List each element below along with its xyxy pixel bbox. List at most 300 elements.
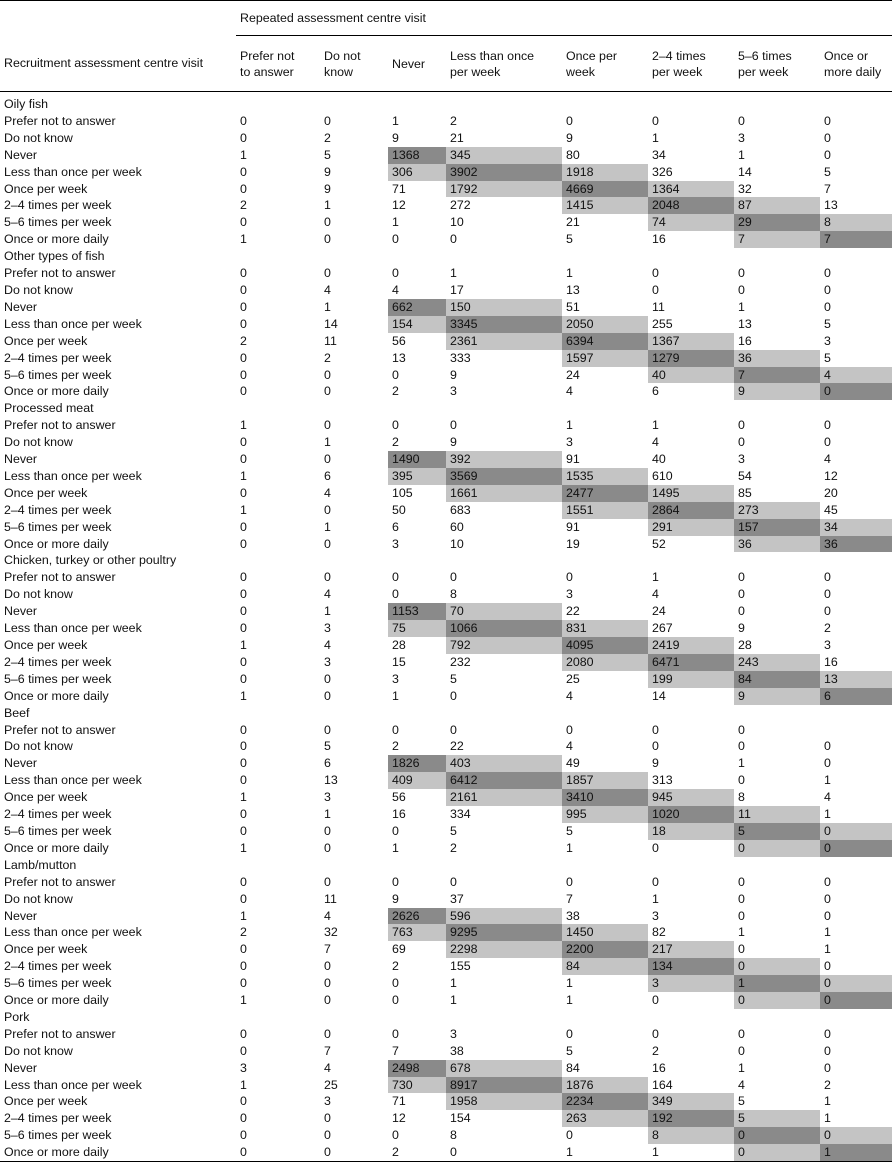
table-cell: 0 [734, 891, 820, 908]
table-cell: 0 [236, 485, 320, 502]
row-label: Less than once per week [0, 316, 236, 333]
table-cell: 84 [562, 1060, 648, 1077]
table-cell: 0 [388, 992, 446, 1009]
table-cell: 1876 [562, 1077, 648, 1094]
table-cell: 1279 [648, 350, 734, 367]
table-row [0, 688, 892, 705]
table-cell: 0 [734, 1144, 820, 1161]
table-cell: 87 [734, 197, 820, 214]
table-cell: 1 [734, 755, 820, 772]
table-cell: 13 [820, 197, 892, 214]
column-header [734, 36, 820, 92]
table-cell: 40 [648, 451, 734, 468]
row-label: 2–4 times per week [0, 350, 236, 367]
table-cell: 5 [820, 164, 892, 181]
table-cell: 91 [562, 451, 648, 468]
table-cell: 12 [388, 197, 446, 214]
table-cell: 267 [648, 620, 734, 637]
table-cell: 4 [320, 637, 388, 654]
table-cell: 6394 [562, 333, 648, 350]
repeated-visit-header: Repeated assessment centre visit [236, 1, 892, 36]
table-cell: 4095 [562, 637, 648, 654]
table-cell: 0 [648, 992, 734, 1009]
table-cell: 37 [446, 891, 562, 908]
group-title: Chicken, turkey or other poultry [0, 552, 892, 569]
table-row [0, 975, 892, 992]
table-row [0, 451, 892, 468]
table-cell: 995 [562, 806, 648, 823]
column-header-line: 5–6 times [738, 49, 792, 63]
table-cell: 0 [820, 975, 892, 992]
table-cell: 0 [388, 874, 446, 891]
table-cell: 0 [236, 738, 320, 755]
recruitment-visit-header: Recruitment assessment centre visit [0, 36, 236, 92]
table-row [0, 1144, 892, 1161]
table-cell: 85 [734, 485, 820, 502]
table-cell: 7 [820, 231, 892, 248]
table-cell: 1 [446, 975, 562, 992]
table-cell: 1 [320, 806, 388, 823]
table-cell: 0 [820, 113, 892, 130]
table-cell: 1 [562, 992, 648, 1009]
table-cell: 0 [734, 1127, 820, 1144]
table-row [0, 840, 892, 857]
row-label: Do not know [0, 586, 236, 603]
table-cell: 71 [388, 181, 446, 198]
table-cell: 0 [648, 1026, 734, 1043]
table-cell: 0 [734, 992, 820, 1009]
table-cell: 1 [734, 924, 820, 941]
table-row [0, 214, 892, 231]
row-label: Less than once per week [0, 468, 236, 485]
table-cell: 1450 [562, 924, 648, 941]
column-header-line: more daily [824, 65, 881, 79]
table-cell: 0 [236, 164, 320, 181]
table-cell: 3 [236, 1060, 320, 1077]
table-cell: 1490 [388, 451, 446, 468]
table-cell: 232 [446, 654, 562, 671]
table-cell: 2080 [562, 654, 648, 671]
table-row [0, 1060, 892, 1077]
group-header-row [0, 96, 892, 113]
table-cell: 0 [236, 941, 320, 958]
table-cell: 0 [562, 1026, 648, 1043]
table-cell: 0 [320, 840, 388, 857]
table-cell: 306 [388, 164, 446, 181]
table-cell: 1 [820, 806, 892, 823]
table-cell: 1367 [648, 333, 734, 350]
table-cell: 0 [388, 586, 446, 603]
table-cell: 21 [562, 214, 648, 231]
table-cell: 345 [446, 147, 562, 164]
table-cell: 8 [734, 789, 820, 806]
table-cell: 0 [734, 1043, 820, 1060]
row-label: 2–4 times per week [0, 654, 236, 671]
table-row [0, 1043, 892, 1060]
table-cell: 1792 [446, 181, 562, 198]
table-cell: 0 [236, 434, 320, 451]
table-cell: 6 [320, 468, 388, 485]
table-cell: 1 [820, 924, 892, 941]
table-row [0, 1110, 892, 1127]
table-cell: 0 [648, 722, 734, 739]
table-cell: 75 [388, 620, 446, 637]
table-cell: 2 [388, 738, 446, 755]
table-cell: 3 [320, 620, 388, 637]
table-cell: 4 [320, 586, 388, 603]
table-cell: 24 [562, 367, 648, 384]
table-cell: 2 [388, 1144, 446, 1161]
table-cell: 1 [734, 299, 820, 316]
table-cell: 0 [820, 147, 892, 164]
table-cell: 0 [236, 519, 320, 536]
table-cell: 0 [734, 569, 820, 586]
row-label: Never [0, 1060, 236, 1077]
table-cell: 7 [562, 891, 648, 908]
table-cell: 0 [820, 1127, 892, 1144]
column-header-line: Never [392, 57, 425, 71]
table-cell: 1 [820, 1093, 892, 1110]
row-label: Once or more daily [0, 536, 236, 553]
table-cell: 0 [562, 113, 648, 130]
table-cell: 10 [446, 214, 562, 231]
table-cell: 157 [734, 519, 820, 536]
table-cell: 0 [562, 1127, 648, 1144]
table-cell: 28 [388, 637, 446, 654]
table-cell: 0 [320, 1144, 388, 1161]
column-header-line: Less than once [450, 49, 534, 63]
table-cell [820, 722, 892, 739]
table-cell: 0 [388, 367, 446, 384]
column-header [446, 36, 562, 92]
table-cell: 70 [446, 603, 562, 620]
table-cell: 0 [320, 265, 388, 282]
table-row [0, 586, 892, 603]
table-cell: 3569 [446, 468, 562, 485]
row-label: Do not know [0, 738, 236, 755]
row-label: 2–4 times per week [0, 958, 236, 975]
table-cell: 9 [648, 755, 734, 772]
column-header [320, 36, 388, 92]
row-label: Never [0, 755, 236, 772]
table-row [0, 874, 892, 891]
table-row [0, 350, 892, 367]
table-cell: 0 [236, 569, 320, 586]
table-cell: 2498 [388, 1060, 446, 1077]
table-cell: 5 [734, 1093, 820, 1110]
table-cell: 291 [648, 519, 734, 536]
row-label: Prefer not to answer [0, 874, 236, 891]
table-cell: 0 [236, 536, 320, 553]
table-cell: 1 [236, 502, 320, 519]
table-cell: 56 [388, 789, 446, 806]
table-cell: 2048 [648, 197, 734, 214]
table-cell: 4 [388, 282, 446, 299]
row-label: Prefer not to answer [0, 113, 236, 130]
table-cell: 1495 [648, 485, 734, 502]
table-cell: 1 [648, 891, 734, 908]
table-cell: 0 [320, 383, 388, 400]
table-cell: 2 [236, 924, 320, 941]
column-header-line: to answer [240, 65, 294, 79]
table-row [0, 908, 892, 925]
table-cell: 1 [820, 772, 892, 789]
table-row [0, 958, 892, 975]
table-cell: 9 [388, 891, 446, 908]
table-row [0, 181, 892, 198]
table-cell: 0 [320, 975, 388, 992]
table-row [0, 299, 892, 316]
table-cell: 0 [388, 231, 446, 248]
table-row [0, 434, 892, 451]
table-cell: 0 [388, 417, 446, 434]
table-cell: 4 [648, 586, 734, 603]
table-cell: 1 [388, 214, 446, 231]
table-cell: 5 [562, 823, 648, 840]
table-cell: 0 [388, 1127, 446, 1144]
table-cell: 1 [236, 417, 320, 434]
table-cell: 12 [388, 1110, 446, 1127]
table-cell: 0 [734, 874, 820, 891]
table-row [0, 164, 892, 181]
table-cell: 0 [236, 975, 320, 992]
table-cell: 2 [388, 434, 446, 451]
table-cell: 60 [446, 519, 562, 536]
table-cell: 1 [648, 130, 734, 147]
table-row [0, 265, 892, 282]
table-cell: 0 [236, 671, 320, 688]
table-cell: 32 [734, 181, 820, 198]
table-cell: 6412 [446, 772, 562, 789]
table-cell: 82 [648, 924, 734, 941]
table-cell: 9 [446, 367, 562, 384]
table-cell: 0 [320, 874, 388, 891]
table-cell: 1 [820, 941, 892, 958]
row-label: 5–6 times per week [0, 975, 236, 992]
table-cell: 5 [562, 231, 648, 248]
table-cell: 52 [648, 536, 734, 553]
table-cell: 9 [320, 164, 388, 181]
table-cell: 0 [820, 586, 892, 603]
table-cell: 0 [446, 688, 562, 705]
table-cell: 0 [388, 823, 446, 840]
table-row [0, 671, 892, 688]
table-cell: 16 [648, 1060, 734, 1077]
table-cell: 13 [320, 772, 388, 789]
table-cell: 0 [320, 1110, 388, 1127]
table-cell: 273 [734, 502, 820, 519]
table-cell: 1020 [648, 806, 734, 823]
table-cell: 5 [734, 1110, 820, 1127]
table-cell: 1 [320, 434, 388, 451]
table-cell: 0 [236, 603, 320, 620]
table-cell: 1958 [446, 1093, 562, 1110]
group-header-row [0, 1009, 892, 1026]
table-cell: 1 [446, 992, 562, 1009]
row-label: Never [0, 299, 236, 316]
row-label: 5–6 times per week [0, 367, 236, 384]
table-row [0, 316, 892, 333]
table-cell: 1 [236, 688, 320, 705]
table-cell: 9 [734, 688, 820, 705]
table-cell: 150 [446, 299, 562, 316]
table-cell: 4 [562, 738, 648, 755]
table-cell: 34 [820, 519, 892, 536]
table-cell: 3 [648, 975, 734, 992]
table-cell: 1 [820, 1110, 892, 1127]
table-cell: 11 [320, 891, 388, 908]
row-label: Once or more daily [0, 688, 236, 705]
table-cell: 3 [320, 789, 388, 806]
table-cell: 1661 [446, 485, 562, 502]
table-cell: 9295 [446, 924, 562, 941]
table-cell: 0 [388, 722, 446, 739]
table-cell: 3 [648, 908, 734, 925]
table-cell: 1 [236, 231, 320, 248]
table-cell: 0 [320, 536, 388, 553]
table-cell: 0 [320, 722, 388, 739]
table-cell: 1 [236, 789, 320, 806]
column-header [648, 36, 734, 92]
table-cell: 0 [820, 1026, 892, 1043]
table-row [0, 755, 892, 772]
table-cell: 2 [236, 197, 320, 214]
table-cell: 11 [320, 333, 388, 350]
column-header [562, 36, 648, 92]
table-cell: 763 [388, 924, 446, 941]
table-cell: 409 [388, 772, 446, 789]
table-cell: 243 [734, 654, 820, 671]
table-cell: 6 [388, 519, 446, 536]
table-cell: 0 [446, 722, 562, 739]
table-cell: 5 [734, 823, 820, 840]
table-row [0, 519, 892, 536]
table-cell: 2864 [648, 502, 734, 519]
table-cell: 5 [446, 671, 562, 688]
table-cell: 0 [236, 181, 320, 198]
table-cell: 11 [648, 299, 734, 316]
table-cell: 0 [320, 823, 388, 840]
table-cell: 2 [388, 383, 446, 400]
table-cell: 45 [820, 502, 892, 519]
table-cell: 0 [236, 214, 320, 231]
table-cell: 0 [320, 417, 388, 434]
table-cell: 7 [320, 941, 388, 958]
table-cell: 9 [388, 130, 446, 147]
table-row [0, 383, 892, 400]
table-cell: 662 [388, 299, 446, 316]
table-cell: 6 [648, 383, 734, 400]
row-label: Never [0, 908, 236, 925]
table-cell: 792 [446, 637, 562, 654]
table-cell: 84 [734, 671, 820, 688]
table-cell: 2 [320, 130, 388, 147]
table-cell: 24 [648, 603, 734, 620]
table-cell: 71 [388, 1093, 446, 1110]
table-cell: 0 [320, 569, 388, 586]
table-cell: 0 [320, 367, 388, 384]
table-cell: 16 [734, 333, 820, 350]
table-cell: 0 [734, 603, 820, 620]
table-cell: 0 [562, 722, 648, 739]
table-cell: 154 [388, 316, 446, 333]
table-cell: 4 [320, 908, 388, 925]
table-cell: 1551 [562, 502, 648, 519]
table-cell: 4 [734, 1077, 820, 1094]
row-label: Prefer not to answer [0, 569, 236, 586]
table-cell: 4 [820, 367, 892, 384]
table-cell: 395 [388, 468, 446, 485]
group-header-row [0, 857, 892, 874]
table-cell: 2 [236, 333, 320, 350]
table-cell: 0 [820, 130, 892, 147]
table-cell: 8 [820, 214, 892, 231]
row-label: 5–6 times per week [0, 214, 236, 231]
table-cell: 14 [734, 164, 820, 181]
group-title: Processed meat [0, 400, 892, 417]
row-label: 2–4 times per week [0, 197, 236, 214]
table-cell: 4 [320, 282, 388, 299]
table-cell: 74 [648, 214, 734, 231]
table-cell: 6 [320, 755, 388, 772]
table-cell: 4 [320, 485, 388, 502]
table-cell: 69 [388, 941, 446, 958]
table-cell: 9 [734, 383, 820, 400]
table-cell: 0 [236, 350, 320, 367]
table-cell: 945 [648, 789, 734, 806]
table-cell: 11 [734, 806, 820, 823]
table-cell: 17 [446, 282, 562, 299]
row-label: 5–6 times per week [0, 519, 236, 536]
table-row [0, 1093, 892, 1110]
row-label: 5–6 times per week [0, 823, 236, 840]
table-cell: 134 [648, 958, 734, 975]
table-cell: 4 [320, 1060, 388, 1077]
table-cell: 1 [734, 1060, 820, 1077]
table-cell: 1 [320, 519, 388, 536]
row-label: Less than once per week [0, 620, 236, 637]
table-cell: 3 [562, 586, 648, 603]
table-cell: 0 [388, 1026, 446, 1043]
table-cell: 5 [562, 1043, 648, 1060]
table-cell: 164 [648, 1077, 734, 1094]
table-cell: 0 [236, 891, 320, 908]
table-row [0, 992, 892, 1009]
table-cell: 2050 [562, 316, 648, 333]
row-label: 5–6 times per week [0, 671, 236, 688]
table-cell: 4669 [562, 181, 648, 198]
table-cell: 1 [388, 688, 446, 705]
table-cell: 199 [648, 671, 734, 688]
table-row [0, 502, 892, 519]
table-cell: 7 [320, 1043, 388, 1060]
row-label: Once per week [0, 1093, 236, 1110]
table-cell: 19 [562, 536, 648, 553]
table-cell: 154 [446, 1110, 562, 1127]
table-cell: 0 [236, 755, 320, 772]
table-cell: 0 [236, 958, 320, 975]
table-cell: 16 [388, 806, 446, 823]
table-cell: 1535 [562, 468, 648, 485]
table-cell: 0 [562, 874, 648, 891]
table-row [0, 485, 892, 502]
table-row [0, 823, 892, 840]
table-cell: 0 [320, 958, 388, 975]
row-label: Once per week [0, 181, 236, 198]
table-cell: 1 [648, 1144, 734, 1161]
table-cell: 54 [734, 468, 820, 485]
table-cell: 22 [562, 603, 648, 620]
